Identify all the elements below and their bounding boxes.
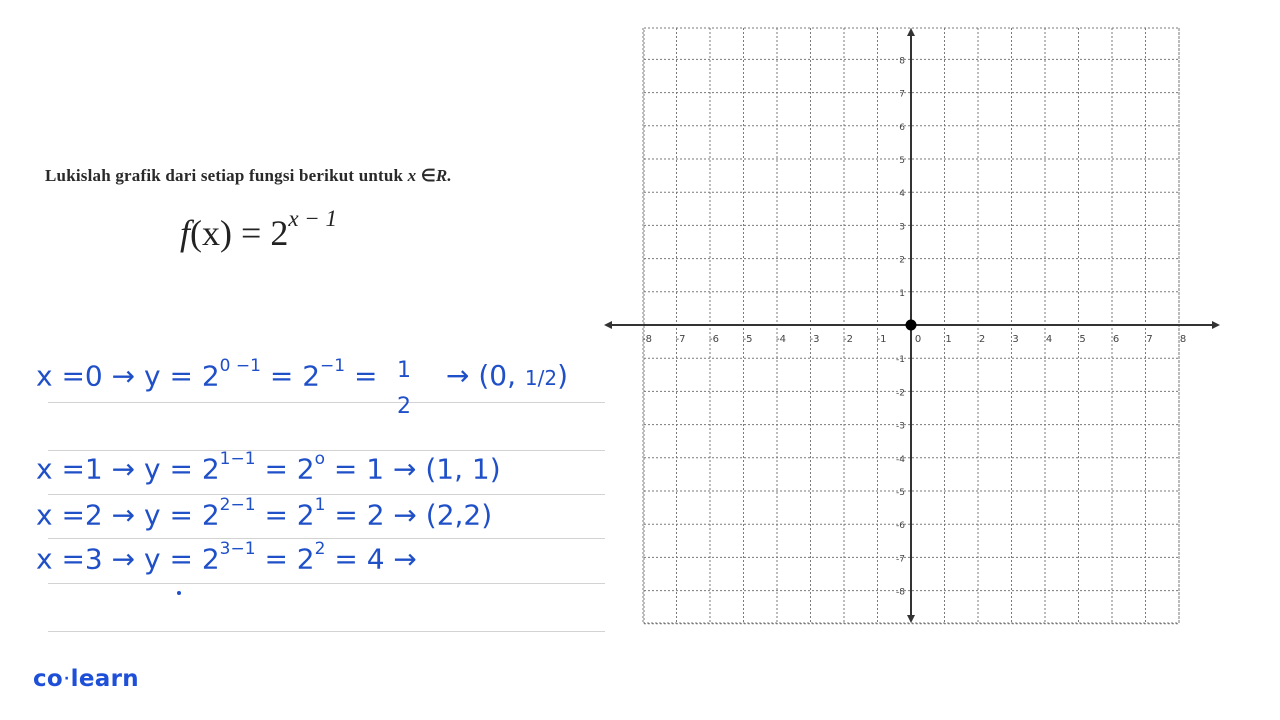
work-line-x3-tail: = 4 → bbox=[325, 542, 417, 576]
y-axis-arrow-up bbox=[907, 28, 915, 36]
work-line-x2-lhs: x =2 → y = 2 bbox=[36, 498, 220, 532]
x-tick-label: 7 bbox=[1146, 334, 1153, 345]
y-tick-label: 1 bbox=[899, 288, 905, 299]
work-line-x0-point-end: ) bbox=[557, 359, 569, 392]
problem-text: Lukislah grafik dari setiap fungsi berikut untuk bbox=[45, 166, 404, 185]
work-line-x2-exp2: 1 bbox=[314, 495, 326, 515]
work-line-x3 bbox=[36, 539, 417, 576]
ruled-line bbox=[48, 402, 605, 403]
y-axis-arrow-down bbox=[907, 615, 915, 623]
work-line-x1-mid: = 2 bbox=[255, 452, 315, 486]
ruled-line bbox=[48, 494, 605, 495]
work-line-x1-tail: = 1 → (1, 1) bbox=[325, 452, 501, 486]
logo-left: co bbox=[33, 666, 64, 692]
y-tick-label: 8 bbox=[899, 56, 905, 67]
work-line-x1-exp2: o bbox=[314, 449, 326, 469]
y-tick-label: -5 bbox=[896, 488, 905, 498]
work-line-x0-result bbox=[446, 359, 569, 392]
x-tick-label: -2 bbox=[843, 334, 853, 345]
formula-base: 2 bbox=[270, 213, 289, 253]
ink-dot bbox=[177, 591, 181, 595]
work-line-x1-lhs: x =1 → y = 2 bbox=[36, 452, 220, 486]
x-tick-label: 0 bbox=[914, 334, 922, 345]
x-axis-arrow-right bbox=[1212, 321, 1220, 329]
problem-statement bbox=[45, 166, 452, 186]
function-formula bbox=[180, 206, 338, 254]
plotted-points bbox=[906, 320, 917, 331]
ruled-line bbox=[48, 631, 605, 632]
fraction-numerator: 1 bbox=[397, 358, 411, 383]
y-axis-tick-labels bbox=[896, 56, 905, 597]
y-tick-label: -3 bbox=[896, 421, 905, 432]
x-axis-tick-labels bbox=[642, 334, 1186, 345]
work-line-x0-lhs: x =0 → y = 2 bbox=[36, 359, 220, 393]
condition-variable: x bbox=[407, 166, 417, 185]
x-tick-label: -5 bbox=[742, 334, 753, 345]
formula-exponent: x − 1 bbox=[288, 206, 338, 231]
work-line-x1-exp: 1−1 bbox=[219, 449, 256, 469]
work-line-x0-fraction bbox=[392, 360, 416, 418]
work-line-x0-point: → (0, bbox=[446, 359, 525, 392]
work-line-x0-exp2: −1 bbox=[320, 356, 346, 376]
y-tick-label: 6 bbox=[899, 122, 905, 133]
condition-set: R. bbox=[435, 166, 452, 185]
work-line-x0-exp: 0 −1 bbox=[219, 356, 261, 376]
work-line-x3-exp: 3−1 bbox=[219, 539, 256, 559]
y-tick-label: -8 bbox=[896, 587, 905, 598]
x-tick-label: -1 bbox=[876, 334, 887, 345]
work-line-x2-tail: = 2 → (2,2) bbox=[325, 498, 493, 532]
x-tick-label: -6 bbox=[709, 334, 719, 345]
y-tick-label: -1 bbox=[896, 355, 905, 366]
x-axis-arrow-left bbox=[604, 321, 612, 329]
y-tick-label: 2 bbox=[899, 255, 905, 266]
x-tick-label: 8 bbox=[1179, 334, 1187, 345]
x-tick-label: 4 bbox=[1045, 334, 1053, 345]
y-tick-label: 5 bbox=[899, 156, 905, 166]
work-line-x2-exp: 2−1 bbox=[219, 495, 256, 515]
coordinate-grid bbox=[600, 20, 1225, 630]
fraction-denominator: 2 bbox=[397, 394, 411, 419]
x-tick-label: -4 bbox=[776, 334, 786, 345]
plotted-point bbox=[906, 320, 917, 331]
y-tick-label: -2 bbox=[896, 388, 905, 399]
y-tick-label: -4 bbox=[896, 454, 905, 465]
work-line-x2 bbox=[36, 495, 493, 532]
work-line-x1 bbox=[36, 449, 501, 486]
colearn-logo bbox=[33, 666, 139, 692]
x-tick-label: 5 bbox=[1079, 334, 1086, 345]
y-tick-label: 4 bbox=[899, 189, 905, 200]
condition-relation: ∈ bbox=[420, 166, 436, 185]
formula-f: f bbox=[180, 213, 191, 253]
logo-separator: · bbox=[64, 671, 70, 687]
x-tick-label: 3 bbox=[1012, 334, 1019, 345]
work-line-x3-lhs: x =3 → y = 2 bbox=[36, 542, 220, 576]
x-tick-label: 1 bbox=[945, 334, 952, 345]
y-tick-label: -7 bbox=[896, 554, 905, 565]
ruled-line bbox=[48, 538, 605, 539]
work-line-x0-point-frac: 1/2 bbox=[524, 366, 558, 390]
y-tick-label: 3 bbox=[899, 222, 905, 233]
work-line-x0 bbox=[36, 356, 378, 393]
x-tick-label: 6 bbox=[1112, 334, 1120, 345]
ruled-line bbox=[48, 583, 605, 584]
work-line-x0-mid: = 2 bbox=[260, 359, 321, 393]
work-line-x3-mid: = 2 bbox=[255, 542, 315, 576]
y-tick-label: -6 bbox=[896, 521, 905, 532]
work-line-x0-mid2: = bbox=[345, 359, 378, 393]
work-line-x3-exp2: 2 bbox=[314, 539, 326, 559]
formula-argument: (x) bbox=[190, 213, 232, 253]
ruled-line bbox=[48, 450, 605, 451]
x-tick-label: -8 bbox=[642, 334, 652, 345]
y-tick-label: 7 bbox=[899, 89, 905, 100]
work-line-x2-mid: = 2 bbox=[255, 498, 315, 532]
x-tick-label: 2 bbox=[978, 334, 986, 345]
x-tick-label: -7 bbox=[675, 334, 686, 345]
logo-right: learn bbox=[70, 666, 139, 692]
x-tick-label: -3 bbox=[809, 334, 820, 345]
formula-equals: = bbox=[241, 213, 262, 253]
